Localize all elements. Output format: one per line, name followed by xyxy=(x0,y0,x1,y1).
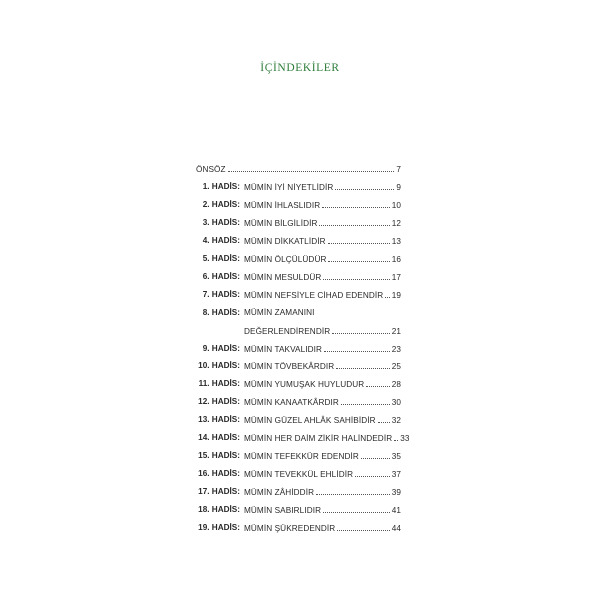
toc-entry-page: 13 xyxy=(391,236,401,246)
dot-leader xyxy=(341,394,390,405)
toc-entry xyxy=(196,233,401,249)
toc-entry-label: MÜMİN MESULDÜR xyxy=(244,272,322,282)
toc-entry-label: MÜMİN TAKVALIDIR xyxy=(244,344,323,354)
toc-entry-label: MÜMİN ÖLÇÜLÜDÜR xyxy=(244,254,327,264)
dot-leader xyxy=(366,376,389,387)
toc-entry-page: 17 xyxy=(391,272,401,282)
dot-leader xyxy=(337,520,389,531)
toc-entry-label: MÜMİN GÜZEL AHLÂK SAHİBİDİR xyxy=(244,416,376,426)
toc-entry-page: 39 xyxy=(391,488,401,498)
toc-entry xyxy=(196,430,410,446)
dot-leader xyxy=(328,251,389,262)
toc-entry xyxy=(196,412,401,428)
toc-entry xyxy=(196,305,401,321)
toc-entry-page: 19 xyxy=(391,290,401,300)
toc-entry-label: MÜMİN NEFSİYLE CİHAD EDENDİR xyxy=(244,290,384,300)
toc-entry xyxy=(196,394,401,410)
toc-entry xyxy=(196,502,401,518)
toc-entry-number: 9. HADİS: xyxy=(202,343,240,353)
toc-entry xyxy=(196,484,401,500)
toc-entry-page: 23 xyxy=(391,344,401,354)
dot-leader xyxy=(322,197,389,208)
toc-entry-page: 9 xyxy=(396,182,401,192)
dot-leader xyxy=(335,179,394,190)
toc-entry xyxy=(196,215,401,231)
dot-leader xyxy=(378,412,390,423)
toc-entry-number: 18. HADİS: xyxy=(198,505,240,515)
toc-entry xyxy=(196,161,401,177)
toc-entry-page: 16 xyxy=(391,254,401,264)
toc-entry xyxy=(196,197,401,213)
toc-entry-page: 35 xyxy=(391,452,401,462)
toc-entry xyxy=(196,358,401,374)
page-title: İÇİNDEKİLER xyxy=(260,62,340,74)
toc-entry-label: MÜMİN KANAATKÂRDIR xyxy=(244,398,339,408)
toc-entry-page: 41 xyxy=(391,506,401,516)
toc-entry-label: MÜMİN TEVEKKÜL EHLİDİR xyxy=(244,470,354,480)
toc-entry-page: 10 xyxy=(391,200,401,210)
dot-leader xyxy=(323,502,390,513)
toc-entry-page: 37 xyxy=(391,470,401,480)
toc-entry-page: 7 xyxy=(396,165,401,174)
toc-entry-page: 33 xyxy=(400,434,410,444)
toc-entry-number: 15. HADİS: xyxy=(198,451,240,461)
toc-entry xyxy=(196,179,401,195)
toc-entry-label: DEĞERLENDİRENDİR xyxy=(244,326,331,336)
toc-entry-number: 6. HADİS: xyxy=(202,271,240,281)
toc-entry-number: 14. HADİS: xyxy=(198,433,240,443)
toc-entry xyxy=(196,341,401,357)
dot-leader xyxy=(385,287,389,298)
toc-entry xyxy=(196,376,401,392)
toc-entry-number: 16. HADİS: xyxy=(198,469,240,479)
dot-leader xyxy=(228,161,395,172)
toc-entry-number: 5. HADİS: xyxy=(202,253,240,263)
dot-leader xyxy=(328,233,390,244)
dot-leader xyxy=(316,484,390,495)
toc-entry-label: MÜMİN BİLGİLİDİR xyxy=(244,218,318,228)
toc-entry-number: 8. HADİS: xyxy=(202,307,240,317)
toc-entry-label: MÜMİN ZAMANINI xyxy=(244,307,315,317)
toc-entry-label: MÜMİN SABIRLIDIR xyxy=(244,506,322,516)
toc-entry-page: 21 xyxy=(391,326,401,336)
toc-entry xyxy=(196,251,401,267)
toc-entry-number: 10. HADİS: xyxy=(198,361,240,371)
toc-entry-label: MÜMİN İYİ NİYETLİDİR xyxy=(244,182,334,192)
toc-entry-number: 13. HADİS: xyxy=(198,415,240,425)
toc-entry xyxy=(196,520,401,536)
toc-entry-label: MÜMİN TÖVBEKÂRDIR xyxy=(244,362,335,372)
toc-entry-continuation xyxy=(196,323,401,339)
toc-entry-number: 3. HADİS: xyxy=(202,217,240,227)
dot-leader xyxy=(361,448,390,459)
dot-leader xyxy=(324,341,390,352)
toc-entry-number: 17. HADİS: xyxy=(198,487,240,497)
toc-entry-label: MÜMİN DİKKATLİDİR xyxy=(244,236,326,246)
toc-entry xyxy=(196,269,401,285)
toc-entry-number: 11. HADİS: xyxy=(198,379,240,389)
dot-leader xyxy=(332,323,389,334)
toc-entry-page: 12 xyxy=(391,218,401,228)
dot-leader xyxy=(336,358,389,369)
toc-entry xyxy=(196,448,401,464)
toc-entry-label: MÜMİN HER DAİM ZİKİR HALİNDEDİR xyxy=(244,434,393,444)
dot-leader xyxy=(355,466,390,477)
toc-entry-number: 4. HADİS: xyxy=(202,235,240,245)
toc-entry-number: 2. HADİS: xyxy=(202,199,240,209)
toc-entry-number: 12. HADİS: xyxy=(198,397,240,407)
toc-entry-label: MÜMİN TEFEKKÜR EDENDİR xyxy=(244,452,359,462)
toc-entry-page: 25 xyxy=(391,362,401,372)
toc-entry-number: 1. HADİS: xyxy=(202,181,240,191)
dot-leader xyxy=(394,430,398,441)
toc-entry-number: 7. HADİS: xyxy=(202,289,240,299)
dot-leader xyxy=(319,215,389,226)
toc-entry-label: MÜMİN YUMUŞAK HUYLUDUR xyxy=(244,380,365,390)
toc-entry-label: ÖNSÖZ xyxy=(196,165,226,174)
toc-entry-number: 19. HADİS: xyxy=(198,523,240,532)
dot-leader xyxy=(323,269,389,280)
toc-entry-label: MÜMİN ŞÜKREDENDİR xyxy=(244,524,336,533)
toc-entry-label: MÜMİN İHLASLIDIR xyxy=(244,200,321,210)
toc-entry-page: 28 xyxy=(391,380,401,390)
toc-entry xyxy=(196,287,401,303)
toc-entry-label: MÜMİN ZÂHİDDİR xyxy=(244,488,315,498)
toc-entry-page: 32 xyxy=(391,416,401,426)
toc-entry xyxy=(196,466,401,482)
toc-entry-page: 30 xyxy=(391,398,401,408)
toc-entry-page: 44 xyxy=(391,524,401,533)
